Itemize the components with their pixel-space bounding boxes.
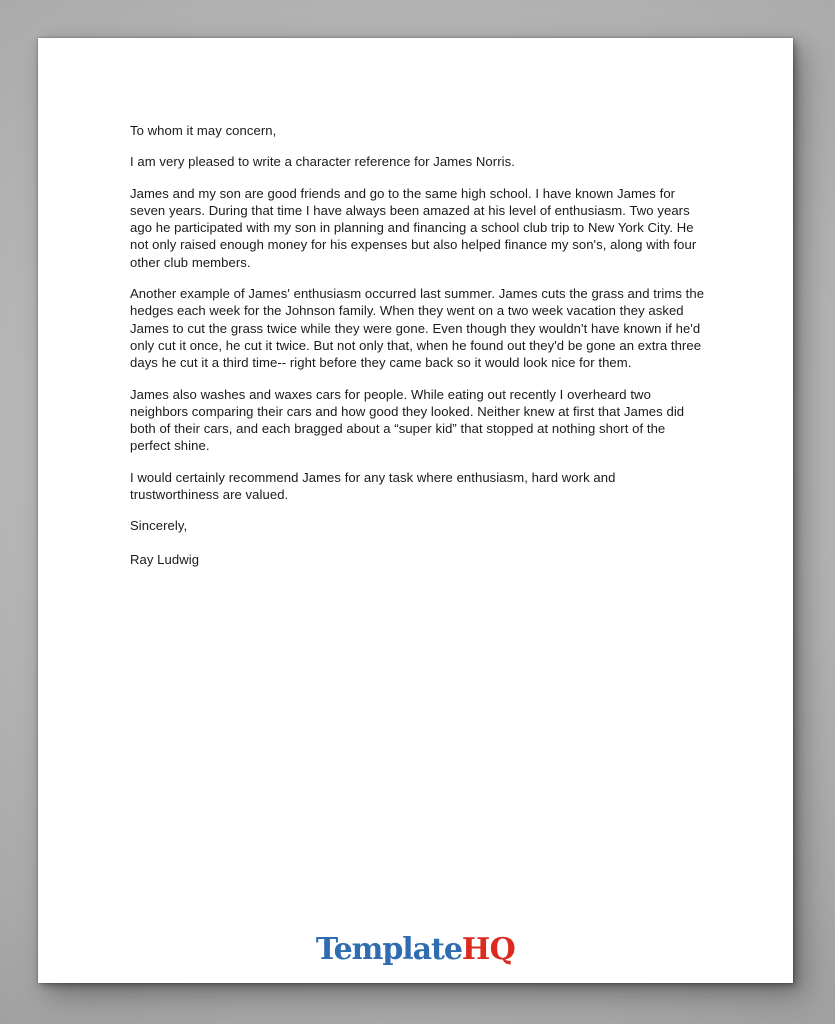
document-page — [38, 38, 793, 983]
letter-paragraph-1: James and my son are good friends and go to the same high school. I have known James for seven years. During that time I have always been amazed at his level of enthusiasm. Two years ago he participated with my son in planning and financing a school club trip to New York City. He not only raised enough money for his expenses but also helped finance my son's, along with four other club members. — [130, 185, 697, 270]
letter-paragraph-3: James also washes and waxes cars for people. While eating out recently I overheard two neighbors comparing their cars and how good they looked. Neither knew at first that James did both of their cars, and each bragged about a “super kid” that stopped at nothing short of the perfect shine. — [130, 386, 685, 454]
letter-closing: Sincerely, — [130, 518, 188, 534]
letter-body — [130, 122, 708, 568]
letter-signature-name: Ray Ludwig — [130, 551, 200, 567]
logo-text-template: Template — [315, 932, 462, 967]
logo-text-hq: HQ — [461, 932, 516, 967]
letter-paragraph-4: I would certainly recommend James for any task where enthusiasm, hard work and trustworthiness are valued. — [130, 469, 616, 503]
letter-paragraph-2: Another example of James' enthusiasm occurred last summer. James cuts the grass and trims the hedges each week for the Johnson family. When they went on a two week vacation they asked James to cut the grass twice while they were gone. Even though they wouldn't have known if he'd only cut it once, he cut it twice. But not only that, when he found out they'd be gone an extra three days he cut it a third time-- right before they came back so it would look nice for them. — [130, 286, 705, 371]
letter-salutation: To whom it may concern, — [130, 123, 277, 138]
footer-logo — [38, 932, 793, 967]
letter-opening-line: I am very pleased to write a character reference for James Norris. — [130, 154, 515, 170]
